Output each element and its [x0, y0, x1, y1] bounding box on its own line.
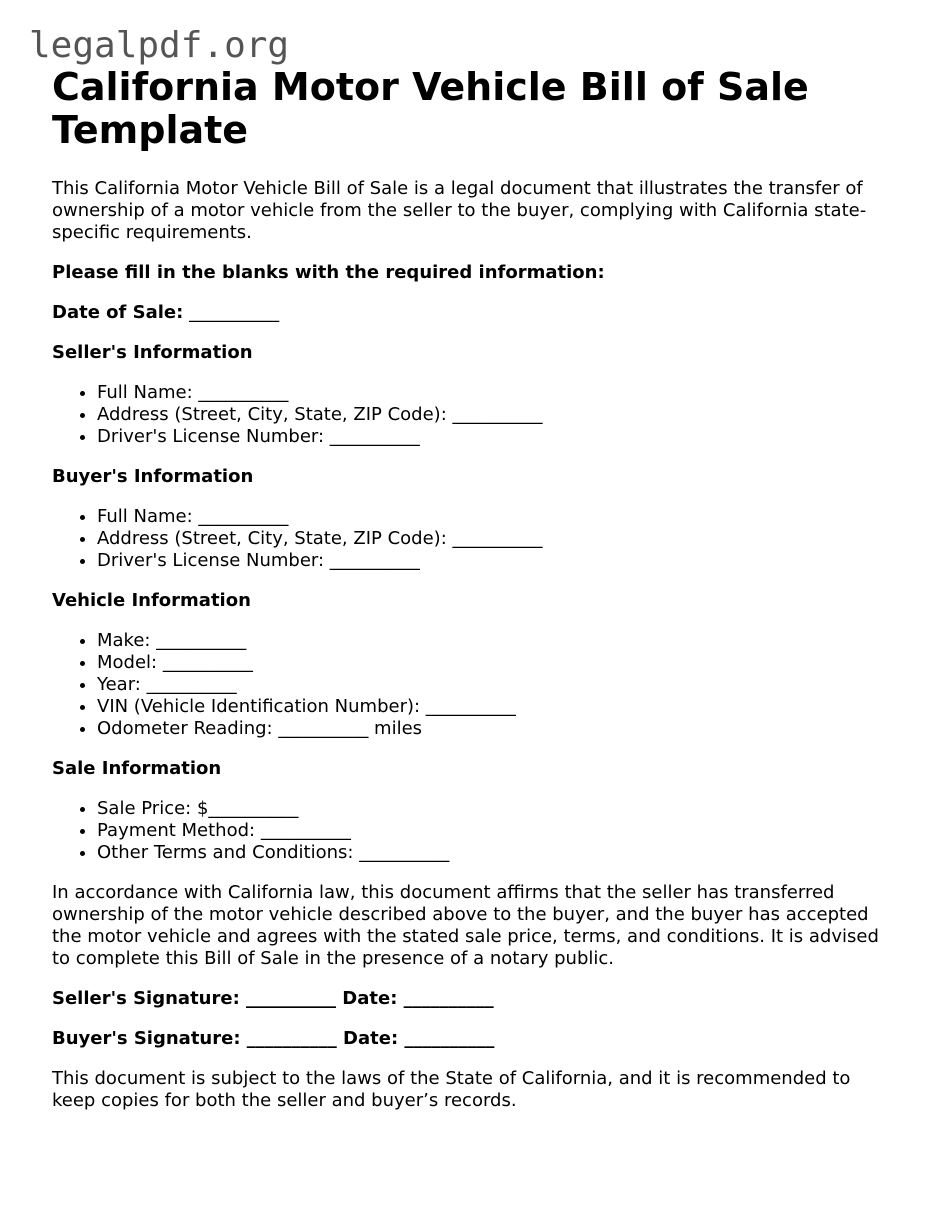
other-terms-field: • Other Terms and Conditions: __________: [97, 842, 892, 864]
sale-info-list: [52, 798, 892, 864]
document-title: California Motor Vehicle Bill of Sale Template: [52, 65, 809, 152]
sale-price-field: • Sale Price: $__________: [97, 798, 892, 820]
watermark-text: legalpdf.org: [29, 25, 290, 66]
seller-address-field: • Address (Street, City, State, ZIP Code): __________: [97, 404, 892, 426]
date-of-sale-line: [52, 302, 892, 324]
intro-paragraph: This California Motor Vehicle Bill of Sale is a legal document that illustrates the transfer of ownership of a motor vehicle from the seller to the buyer, complying with California state-specific requirements.: [52, 178, 867, 243]
buyer-info-list: [52, 506, 892, 572]
seller-signature-line: Seller's Signature: __________ Date: __________: [52, 988, 494, 1009]
date-of-sale-label: Date of Sale:: [52, 302, 184, 323]
buyer-address-field: • Address (Street, City, State, ZIP Code): __________: [97, 528, 892, 550]
vehicle-year-field: • Year: __________: [97, 674, 892, 696]
vehicle-model-field: • Model: __________: [97, 652, 892, 674]
document-body: [52, 66, 892, 1130]
seller-full-name-field: • Full Name: __________: [97, 382, 892, 404]
vehicle-make-field: • Make: __________: [97, 630, 892, 652]
vehicle-info-list: [52, 630, 892, 740]
vehicle-odometer-field: • Odometer Reading: __________ miles: [97, 718, 892, 740]
buyer-license-field: • Driver's License Number: __________: [97, 550, 892, 572]
date-of-sale-blank: __________: [189, 302, 280, 323]
vehicle-section-heading: Vehicle Information: [52, 590, 251, 611]
affirmation-paragraph: In accordance with California law, this document affirms that the seller has transferred ownership of the motor vehicle described above to the buyer, and the buyer has accepted the motor vehicle and agrees with the stated sale price, terms, and conditions. It is advised to complete this Bill of Sale in the presence of a notary public.: [52, 882, 879, 969]
instruction-text: Please fill in the blanks with the required information:: [52, 262, 605, 283]
buyer-section-heading: Buyer's Information: [52, 466, 254, 487]
sale-section-heading: Sale Information: [52, 758, 222, 779]
seller-license-field: • Driver's License Number: __________: [97, 426, 892, 448]
vehicle-vin-field: • VIN (Vehicle Identification Number): __________: [97, 696, 892, 718]
buyer-full-name-field: • Full Name: __________: [97, 506, 892, 528]
buyer-signature-line: Buyer's Signature: __________ Date: __________: [52, 1028, 495, 1049]
payment-method-field: • Payment Method: __________: [97, 820, 892, 842]
closing-paragraph: This document is subject to the laws of the State of California, and it is recommended to keep copies for both the seller and buyer’s records.: [52, 1068, 851, 1111]
seller-info-list: [52, 382, 892, 448]
seller-section-heading: Seller's Information: [52, 342, 253, 363]
